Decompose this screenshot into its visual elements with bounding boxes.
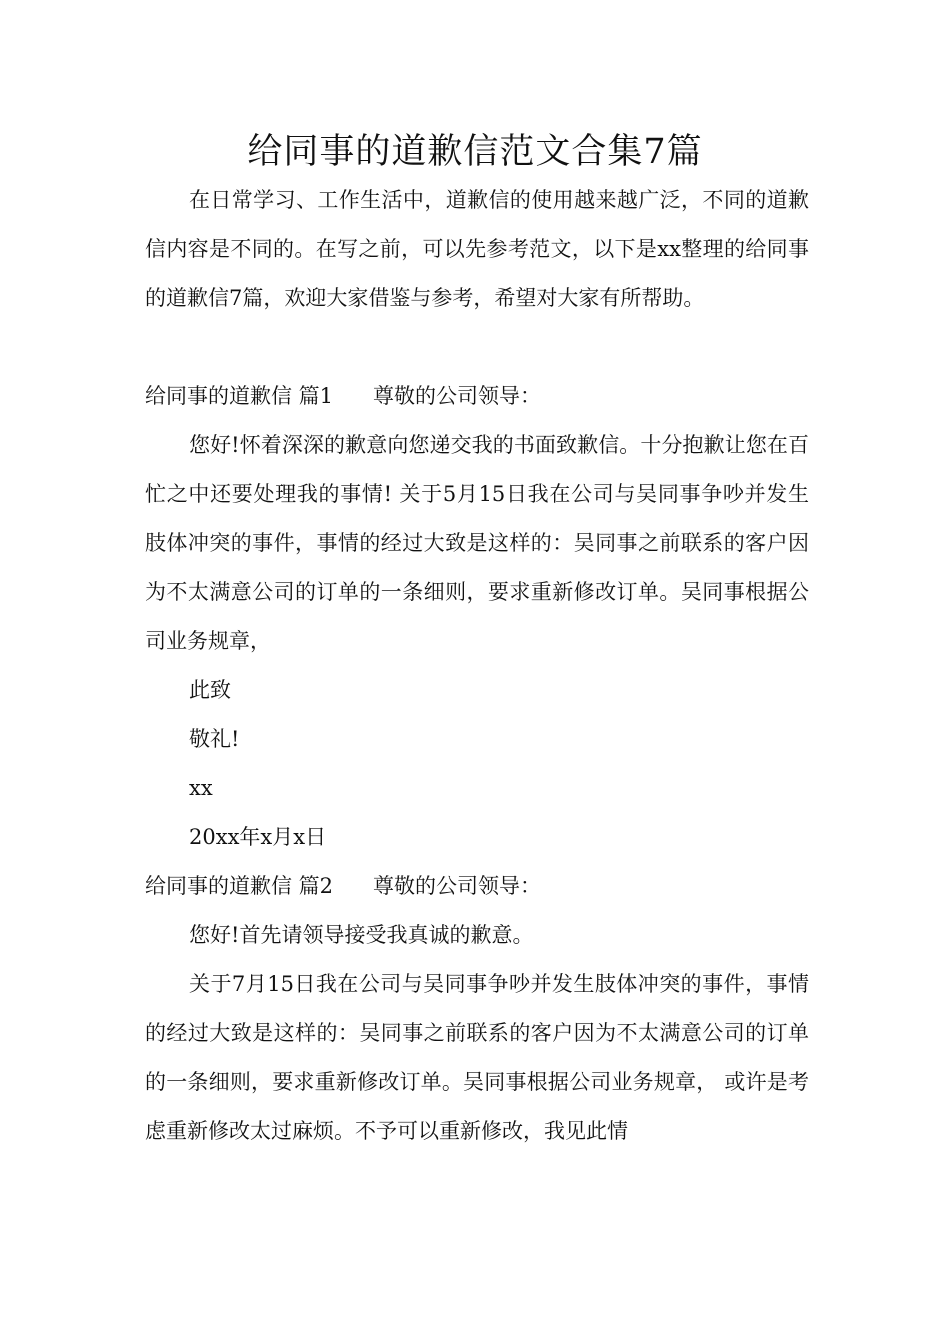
letter2-paragraph-2: 关于7月15日我在公司与吴同事争吵并发生肢体冲突的事件，事情的经过大致是这样的：吴同事之前联系的客户因为不太满意公司的订单的一条细则，要求重新修改订单。吴同事根据公司业务规章， 或许是考虑重新修改太过麻烦。不予可以重新修改，我见此情 (145, 972, 809, 1143)
blank-line (145, 323, 809, 372)
letter1-closing-1: 此致 (189, 678, 231, 702)
intro-paragraph: 在日常学习、工作生活中，道歉信的使用越来越广泛，不同的道歉信内容是不同的。在写之前，可以先参考范文，以下是xx整理的给同事的道歉信7篇，欢迎大家借鉴与参考，希望对大家有所帮助。 (145, 188, 809, 310)
letter1-signature: xx (189, 776, 213, 800)
letter1-salutation: 尊敬的公司领导： (373, 384, 542, 408)
letter2-salutation: 尊敬的公司领导： (373, 874, 542, 898)
letter2-heading: 给同事的道歉信 篇2 (145, 874, 334, 898)
letter2-heading-line (145, 862, 809, 911)
letter2-paragraph-1: 您好!首先请领导接受我真诚的歉意。 (189, 923, 534, 947)
letter1-heading: 给同事的道歉信 篇1 (145, 384, 334, 408)
letter1-date: 20xx年x月x日 (189, 825, 327, 849)
document-title: 给同事的道歉信范文合集7篇 (247, 132, 703, 172)
document-body (145, 176, 809, 1156)
letter1-paragraph: 您好!怀着深深的歉意向您递交我的书面致歉信。十分抱歉让您在百忙之中还要处理我的事情! 关于5月15日我在公司与吴同事争吵并发生肢体冲突的事件，事情的经过大致是这样的：吴同事之前联系的客户因为不太满意公司的订单的一条细则，要求重新修改订单。吴同事根据公司业务规章， (145, 433, 809, 653)
letter1-closing-2: 敬礼! (189, 727, 240, 751)
letter1-heading-line (145, 372, 809, 421)
